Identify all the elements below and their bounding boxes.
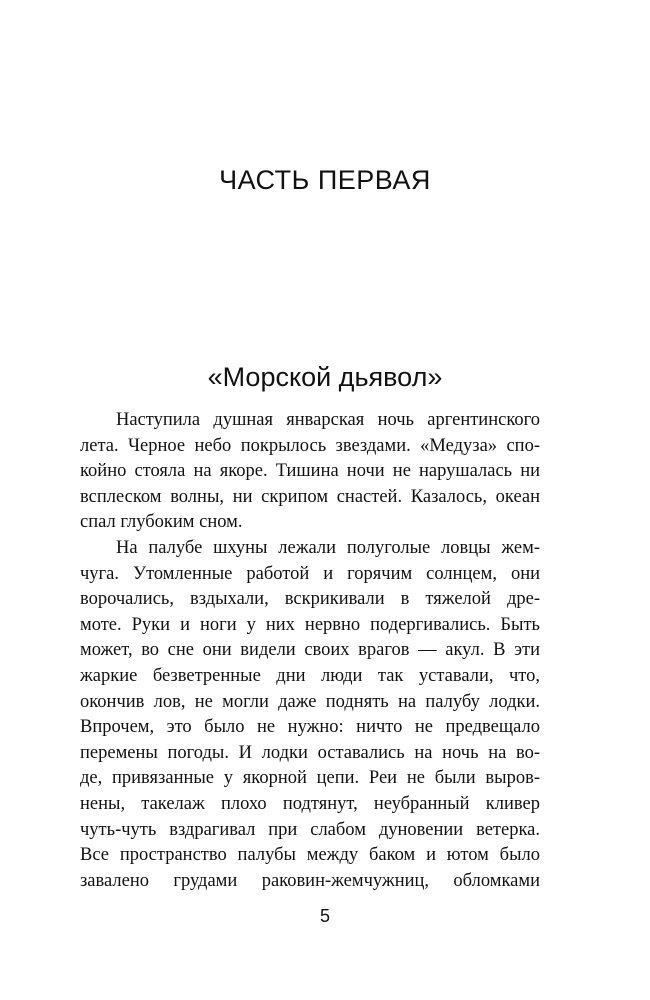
text-line: может, во сне они видели своих врагов — акул. В эти — [80, 640, 540, 661]
text-line: Все пространство палубы между баком и ютом было — [80, 845, 540, 866]
chapter-title: «Морской дьявол» — [207, 362, 443, 392]
text-line: лета. Черное небо покрылось звездами. «Медуза» спо- — [80, 435, 540, 456]
paragraph — [80, 536, 540, 894]
text-line: окончив лов, не могли даже поднять на палубу лодки. — [80, 691, 540, 712]
text-line: завалено грудами раковин-жемчужниц, обломками — [80, 870, 540, 891]
part-title: ЧАСТЬ ПЕРВАЯ — [219, 165, 431, 195]
text-line: всплеском волны, ни скрипом снастей. Казалось, океан — [80, 486, 540, 507]
text-line: нены, такелаж плохо подтянут, неубранный кливер — [80, 793, 540, 814]
paragraph — [80, 408, 540, 536]
text-line: перемены погоды. И лодки оставались на ночь на во- — [80, 742, 540, 763]
text-line: Впрочем, это было не нужно: ничто не предвещало — [80, 717, 540, 738]
chapter-body — [80, 408, 540, 894]
text-line: На палубе шхуны лежали полуголые ловцы жем- — [116, 537, 540, 558]
text-line: ворочались, вздыхали, вскрикивали в тяжелой дре- — [80, 589, 540, 610]
page-number: 5 — [319, 906, 330, 926]
text-line: де, привязанные у якорной цепи. Реи не были выров- — [80, 768, 540, 789]
text-line: спал глубоким сном. — [80, 512, 243, 533]
text-line: жаркие безветренные дни люди так уставали, что, — [80, 665, 540, 686]
text-line: моте. Руки и ноги у них нервно подергивались. Быть — [80, 614, 540, 635]
text-line: чуть-чуть вздрагивал при слабом дуновении ветерка. — [80, 819, 540, 840]
text-line: койно стояла на якоре. Тишина ночи не нарушалась ни — [80, 461, 540, 482]
text-line: чуга. Утомленные работой и горячим солнцем, они — [80, 563, 540, 584]
text-line: Наступила душная январская ночь аргентинского — [116, 410, 540, 430]
